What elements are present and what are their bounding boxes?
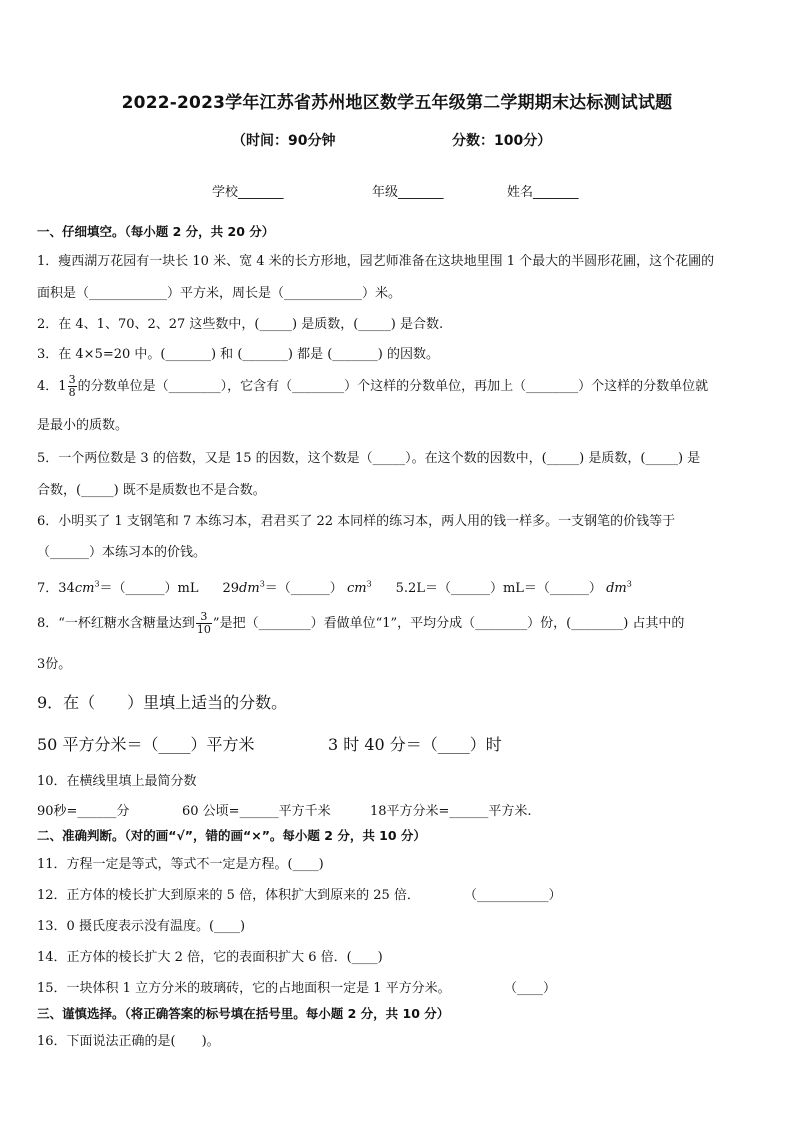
exam-time: （时间：90分钟	[232, 133, 336, 149]
question-8-line-1	[37, 611, 684, 636]
question-9-part-a: 50 平方分米＝（____）平方米	[37, 735, 255, 754]
section-3-heading: 三、谨慎选择。（将正确答案的标号填在括号里。每小题 2 分，共 10 分）	[37, 1006, 450, 1021]
question-10-part-a: 90秒=______分	[37, 804, 130, 819]
question-10-part-b: 60 公顷=______平方千米	[182, 804, 331, 819]
page-title: 2022-2023学年江苏省苏州地区数学五年级第二学期期末达标测试试题	[121, 93, 673, 113]
section-1-heading: 一、仔细填空。（每小题 2 分，共 20 分）	[37, 224, 275, 239]
school-field: 学校_______	[212, 185, 284, 200]
superscript-3: 3	[626, 579, 632, 589]
question-11: 11．方程一定是等式，等式不一定是方程。(____)	[37, 857, 324, 872]
q7-part-b-number: 29	[222, 581, 240, 596]
question-4-line-1	[37, 374, 708, 399]
question-12: 12．正方体的棱长扩大到原来的 5 倍，体积扩大到原来的 25 倍．	[37, 888, 420, 903]
question-8-text-rest: ”是把（________）看做单位“1”，平均分成（________）份，(________) 占其中的	[212, 616, 685, 631]
fraction-numerator: 3	[68, 373, 76, 386]
question-4-number: 4．	[37, 379, 59, 394]
superscript-3: 3	[94, 579, 100, 589]
question-9-line-1: 9．在（ ）里填上适当的分数。	[37, 693, 288, 712]
question-5-line-2: 合数，(_____) 既不是质数也不是合数。	[37, 483, 266, 498]
question-14: 14．正方体的棱长扩大 2 倍，它的表面积扩大 6 倍．(____)	[37, 950, 383, 965]
question-13: 13．0 摄氏度表示没有温度。(____)	[37, 919, 246, 934]
section-2-heading: 二、准确判断。（对的画“√”，错的画“×”。每小题 2 分，共 10 分）	[37, 828, 426, 843]
question-9-part-b: 3 时 40 分＝（____）时	[328, 735, 502, 754]
exam-score: 分数：100分）	[452, 133, 552, 149]
question-8-line-2: 3份。	[37, 657, 72, 672]
unit-dm: dm	[239, 581, 260, 596]
question-15: 15．一块体积 1 立方分米的玻璃砖，它的占地面积一定是 1 平方分米。	[37, 981, 451, 996]
fraction-numerator: 3	[196, 611, 212, 624]
question-10-line-1: 10．在横线里填上最简分数	[37, 774, 197, 789]
q7-part-a-number: 7．34	[37, 581, 75, 596]
superscript-3: 3	[366, 579, 372, 589]
question-6-line-1: 6．小明买了 1 支钢笔和 7 本练习本，君君买了 22 本同样的练习本，两人用的钱一样多。一支钢笔的价钱等于	[37, 514, 676, 529]
name-field: 姓名_______	[507, 185, 579, 200]
q7-part-b-text: ＝（______）	[264, 581, 343, 596]
fraction-three-tenths	[196, 611, 212, 636]
question-12-blank: （___________）	[464, 888, 562, 903]
question-2: 2．在 4、1、70、2、27 这些数中，(_____) 是质数，(_____) 是合数.	[37, 317, 444, 332]
q7-part-a-text: ＝（______）mL	[99, 581, 199, 596]
question-1-line-2: 面积是（____________）平方米，周长是（____________）米。	[37, 286, 402, 301]
unit-dm: dm	[606, 581, 627, 596]
fraction-denominator: 8	[68, 386, 76, 399]
question-4-text: 的分数单位是（________），它含有（________）个这样的分数单位，再加上（________）个这样的分数单位就	[77, 379, 709, 394]
superscript-3: 3	[259, 579, 265, 589]
question-6-line-2: （______）本练习本的价钱。	[37, 545, 207, 560]
grade-field: 年级_______	[372, 185, 444, 200]
question-4-line-2: 是最小的质数。	[37, 418, 129, 433]
fraction-denominator: 10	[196, 623, 211, 636]
mixed-number-whole: 1	[58, 379, 67, 394]
question-5-line-1: 5．一个两位数是 3 的倍数，又是 15 的因数，这个数是（_____）。在这个数的因数中，(_____) 是质数，(_____) 是	[37, 451, 701, 466]
unit-cm: cm	[74, 581, 95, 596]
q7-part-c-text: 5.2L＝（______）mL＝（______）	[395, 581, 602, 596]
question-16: 16．下面说法正确的是( )。	[37, 1034, 220, 1049]
fraction-three-eighths	[68, 374, 77, 399]
question-8-text-start: 8．“一杯红糖水含糖量达到	[37, 616, 195, 631]
unit-cm: cm	[346, 581, 367, 596]
question-15-blank: （____）	[504, 981, 557, 996]
question-3: 3．在 4×5=20 中。(_______) 和 (_______) 都是 (_______) 的因数。	[37, 347, 439, 362]
question-7	[37, 577, 632, 596]
question-1-line-1: 1．瘦西湖万花园有一块长 10 米、宽 4 米的长方形地，园艺师准备在这块地里围 1 个最大的半圆形花圃，这个花圃的	[37, 254, 715, 269]
question-10-part-c: 18平方分米=______平方米.	[370, 804, 532, 819]
